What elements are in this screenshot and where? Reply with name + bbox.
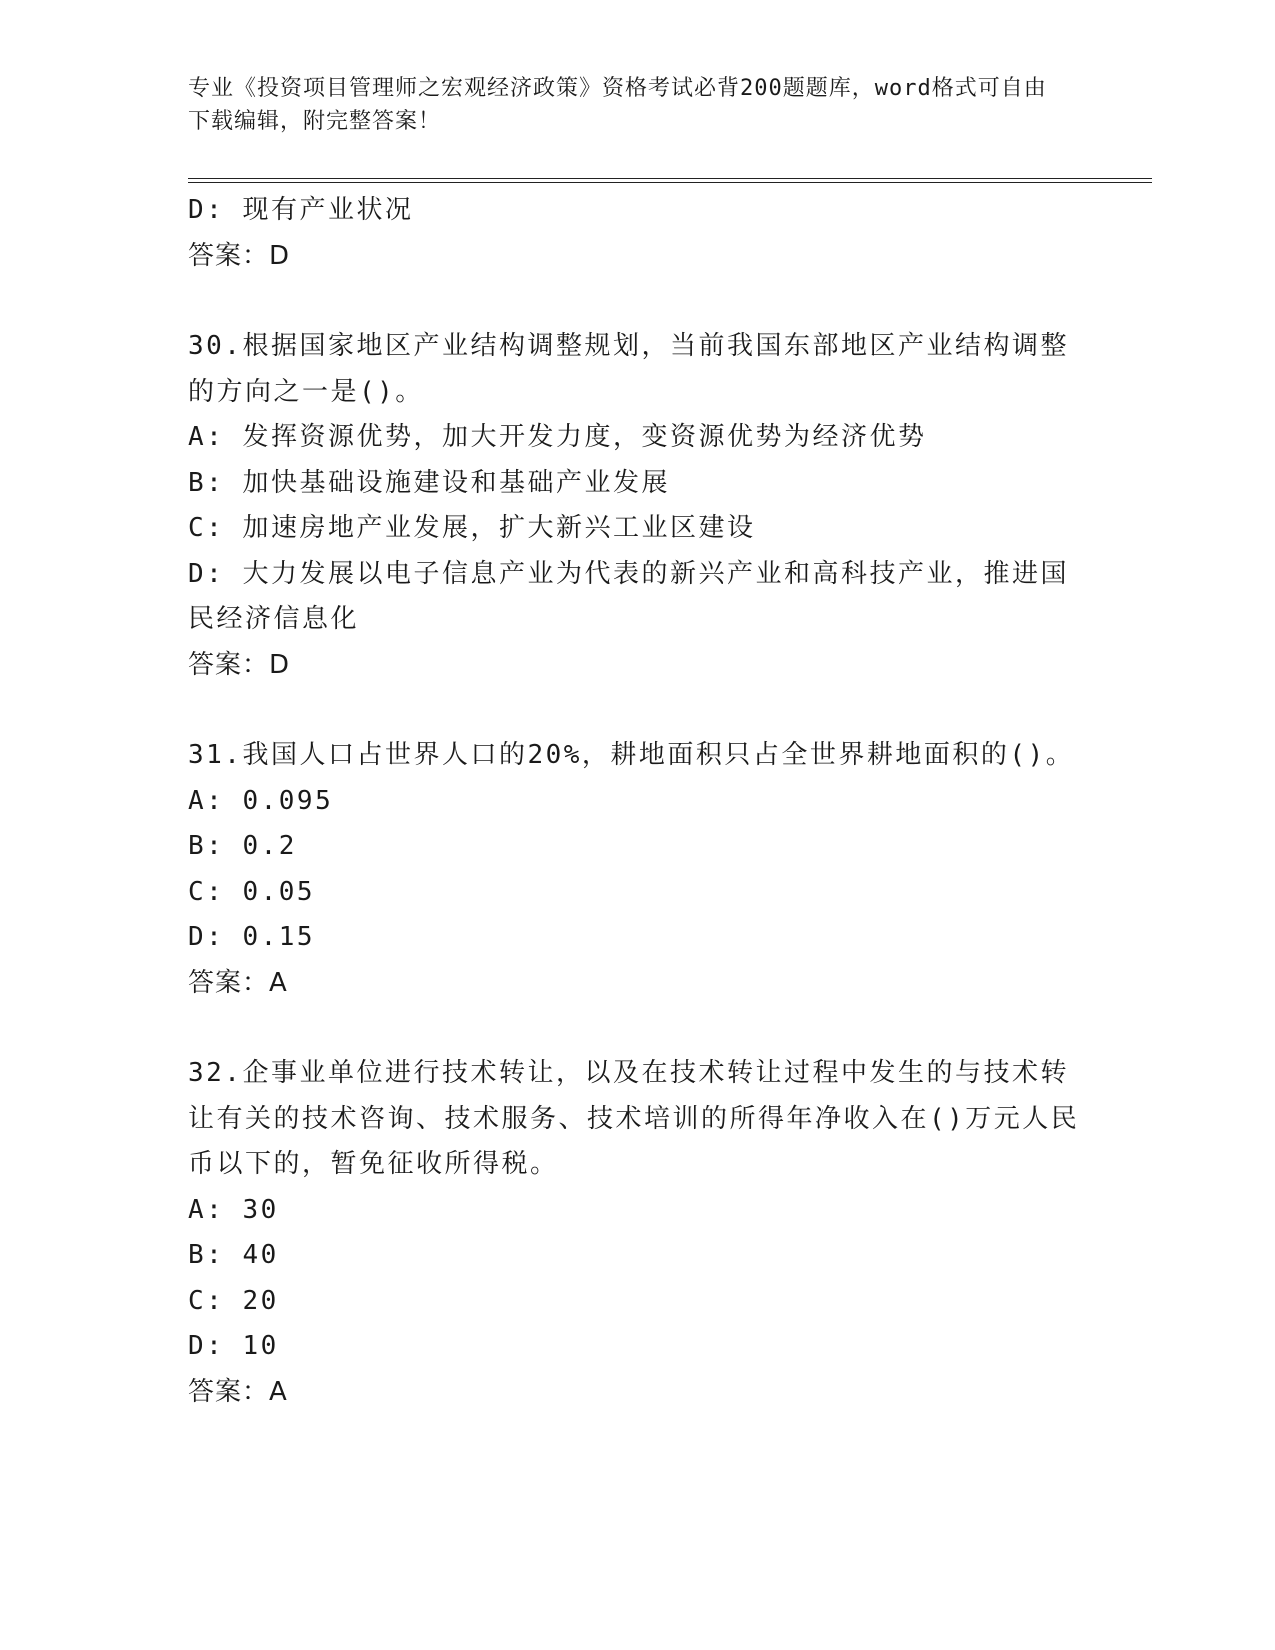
answer-line: 答案：D [188,649,291,680]
answer-line: 答案：D [188,240,291,271]
document-header: 专业《投资项目管理师之宏观经济政策》资格考试必背200题题库，word格式可自由下载编辑，附完整答案！ [188,76,1047,134]
question-stem: 31.我国人口占世界人口的20%，耕地面积只占全世界耕地面积的()。 [188,740,1075,770]
question-content [188,188,1088,1415]
question-32 [188,1051,1088,1415]
option-d: D: 大力发展以电子信息产业为代表的新兴产业和高科技产业，推进国民经济信息化 [188,558,1069,634]
answer-line: 答案：A [188,1376,288,1407]
option-a: A: 0.095 [188,785,334,816]
option-a: A: 30 [188,1194,279,1225]
question-stem: 32.企事业单位进行技术转让，以及在技术转让过程中发生的与技术转让有关的技术咨询、技术服务、技术培训的所得年净收入在()万元人民币以下的，暂免征收所得税。 [188,1058,1080,1179]
option-d: D: 10 [188,1331,279,1361]
option-b: B: 40 [188,1240,279,1270]
option-b: B: 加快基础设施建设和基础产业发展 [188,467,670,498]
question-30 [188,324,1088,688]
option-d: D: 0.15 [188,922,316,952]
option-c: C: 加速房地产业发展，扩大新兴工业区建设 [188,513,756,543]
header-divider [188,178,1152,183]
question-stem: 30.根据国家地区产业结构调整规划，当前我国东部地区产业结构调整的方向之一是()。 [188,331,1069,407]
option-a: A: 发挥资源优势，加大开发力度，变资源优势为经济优势 [188,422,927,452]
option-b: B: 0.2 [188,831,297,861]
answer-line: 答案：A [188,967,288,998]
option-c: C: 20 [188,1285,279,1316]
option-d: D: 现有产业状况 [188,195,414,225]
question-31 [188,733,1088,1006]
option-c: C: 0.05 [188,876,316,907]
